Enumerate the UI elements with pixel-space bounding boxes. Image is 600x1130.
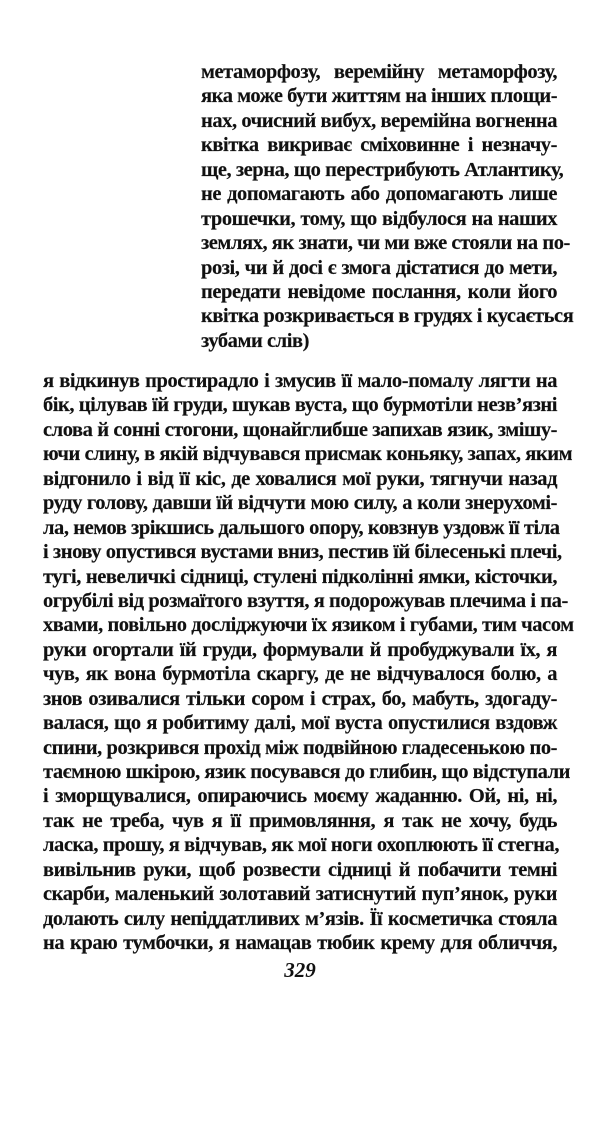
text-line: я відкинув простирадло і змусив її мало-помалу лягти на [43,370,557,392]
text-line: тугі, невеличкі сідниці, стулені підколінні ямки, кісточки, [43,565,557,588]
text-line: нах, очисний вибух, веремійна вогненна [201,109,557,132]
text-line: метаморфозу, веремійну метаморфозу, [201,61,557,83]
text-line: хвами, повільно досліджуючи їх язиком і губами, тим часом [43,614,574,637]
text-line: долають силу непіддатливих м’язів. Її косметичка стояла [43,907,557,930]
text-line: ла, немов зрікшись дальшого опору, ковзнув уздовж її тіла [43,516,560,539]
text-line: валася, що я робитиму далі, мої вуста опустилися вздовж [43,712,557,735]
text-line: ще, зерна, що перестрибують Атлантику, [201,158,564,181]
text-line: скарби, маленький золотавий затиснутий пуп’янок, руки [43,883,557,906]
page-number: 329 [284,958,316,982]
text-line: розі, чи й досі є змога дістатися до мети, [201,256,557,279]
text-line: яка може бути життям на інших площи- [201,85,558,108]
text-line: ласка, прошу, я відчував, як мої ноги охоплюють її стегна, [43,834,560,857]
text-line: руду голову, давши їй відчути мою силу, а коли знерухомі- [43,492,557,515]
text-line: знов озивалися тільки сором і страх, бо, мабуть, здогаду- [43,687,557,710]
text-line: передати невідоме послання, коли його [201,280,557,303]
text-line: спини, розкрився прохід між подвійною гладесенькою по- [43,736,557,759]
text-line: так не треба, чув я її примовляння, я так не хочу, будь [43,809,557,832]
text-line: не допомагають або допомагають лише [201,183,557,206]
main-paragraph [43,369,574,956]
text-line: і зморщувалися, опираючись моєму жаданню. Ой, ні, ні, [43,785,557,808]
text-line: чув, як вона бурмотіла скаргу, де не відчувалося болю, а [43,663,557,686]
text-line: і знову опустився вустами вниз, пестив їй білесенькі плечі, [43,541,562,564]
text-line: руки огортали їй груди, формували й пробуджували їх, я [43,638,557,661]
text-line: квітка розкривається в грудях і кусається [201,305,574,328]
text-line: вивільнив руки, щоб розвести сідниці й побачити темні [43,858,557,881]
indented-paragraph [201,60,574,353]
text-line: землях, як знати, чи ми вже стояли на по- [201,232,570,255]
text-line: ючи слину, в якій відчувався присмак коньяку, запах, яким [43,443,573,466]
text-line: огрубілі від розмаїтого взуття, я подорожував плечима і па- [43,589,568,612]
text-line: трошечки, тому, що відбулося на наших [201,207,557,230]
text-line: відгонило і від її кіс, де ховалися мої руки, тягнучи назад [43,467,557,490]
text-line: зубами слів) [201,329,309,352]
text-line: слова й сонні стогони, щонайглибше запихав язик, змішу- [43,418,557,441]
text-line: на краю тумбочки, я намацав тюбик крему для обличчя, [43,932,557,955]
text-line: квітка викриває сміховинне і незначу- [201,134,557,157]
text-line: бік, цілував їй груди, шукав вуста, що бурмотіли незв’язні [43,394,557,417]
text-line: таємною шкірою, язик посувався до глибин, що відступали [43,761,571,783]
